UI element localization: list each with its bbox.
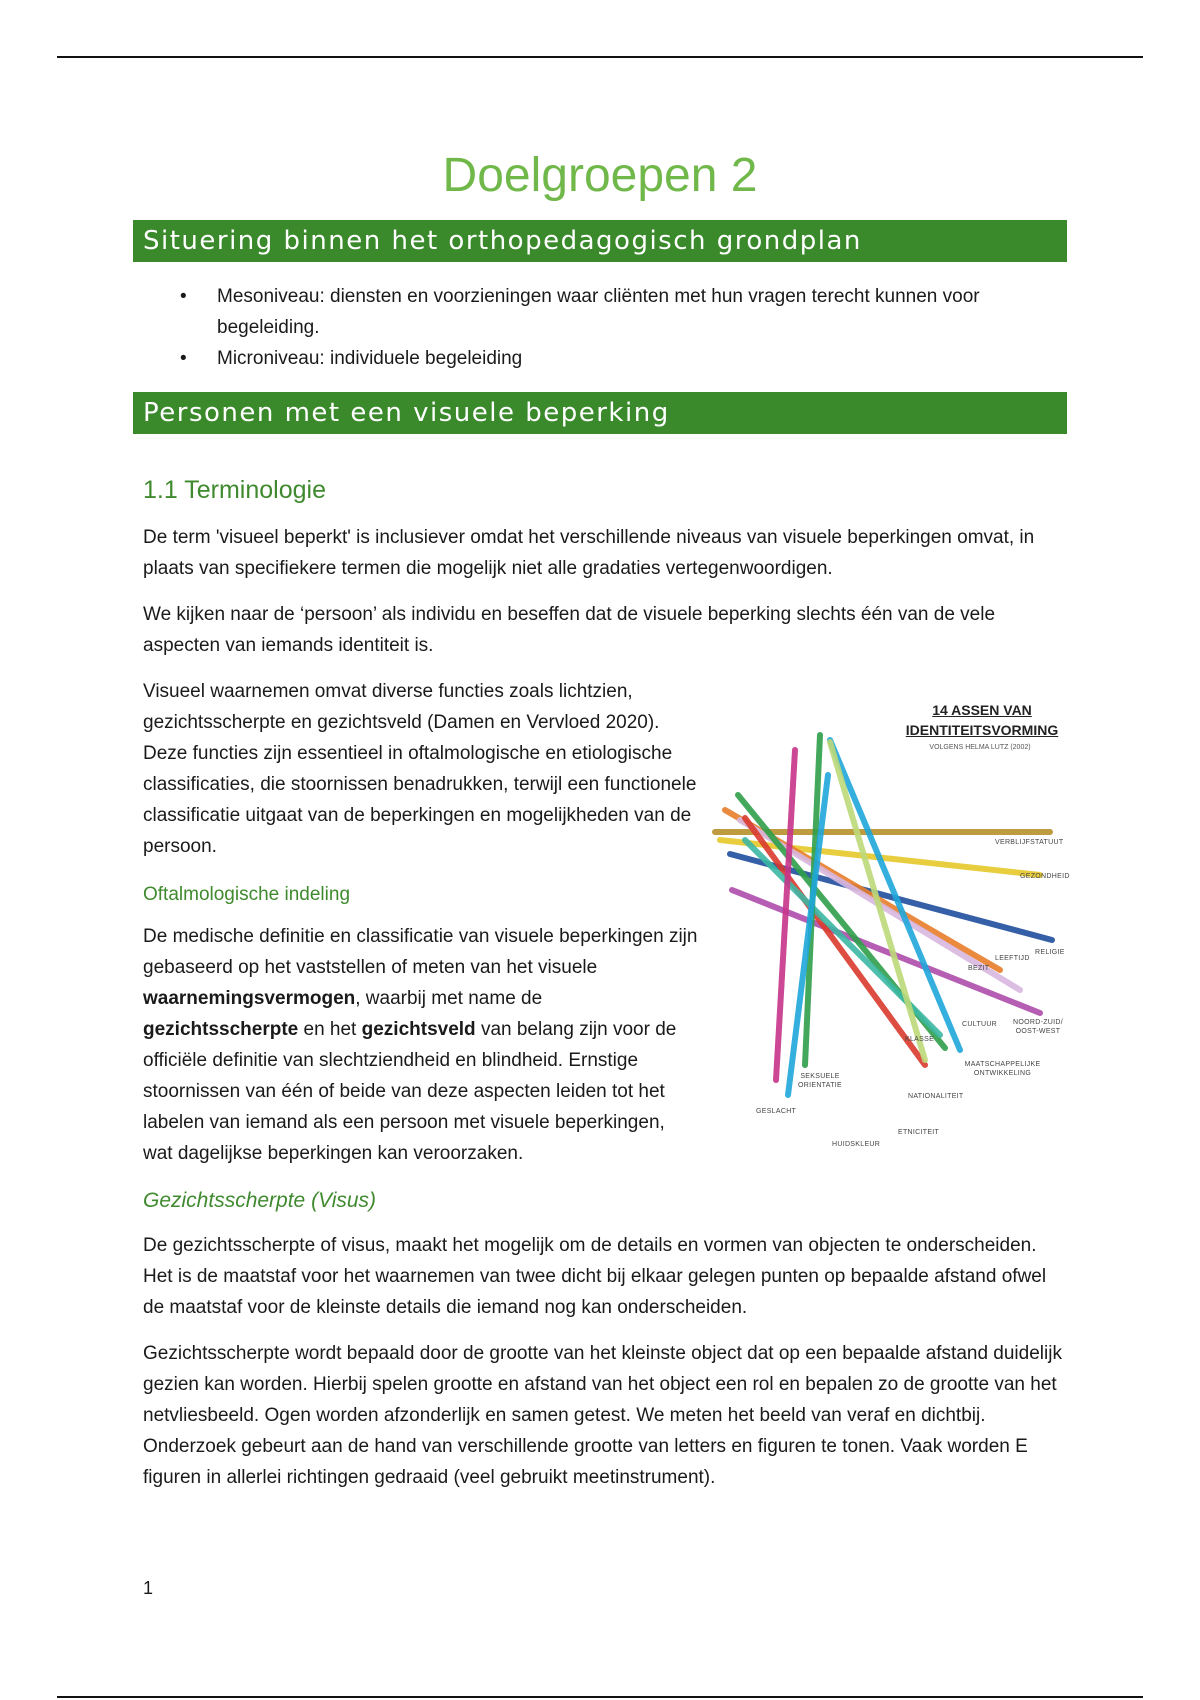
figure-subtitle: VOLGENS HELMA LUTZ (2002): [929, 744, 1031, 751]
p4-text-c: , waarbij met name de: [355, 988, 543, 1009]
label-religie: RELIGIE: [1035, 949, 1065, 956]
p4-bold-gezichtsveld: gezichtsveld: [361, 1019, 476, 1040]
page-number: 1: [143, 1578, 154, 1598]
label-cultuur: CULTUUR: [962, 1021, 998, 1028]
label-huidskleur: HUIDSKLEUR: [832, 1141, 881, 1148]
axis-line: [830, 740, 960, 1050]
top-rule: [57, 56, 1143, 58]
label-leeftijd: LEEFTIJD: [995, 955, 1030, 962]
figure-title-line1: 14 ASSEN VAN: [932, 702, 1032, 718]
p4-bold-waarnemingsvermogen: waarnemingsvermogen: [143, 988, 356, 1009]
paragraph-1: De term 'visueel beperkt' is inclusiever omdat het verschillende niveaus van visuele beperkingen omvat, in plaats van specifiekere termen die mogelijk niet alle gradaties vertegenwoordigen.: [143, 527, 1035, 579]
paragraph-3: Visueel waarnemen omvat diverse functies zoals lichtzien, gezichtsscherpte en gezichtsveld (Damen en Vervloed 2020). Deze functies zijn essentieel in oftalmologische en etiologische classificaties, die stoornissen benadrukken, terwijl een functionele classificatie uitgaat van de beperkingen en mogelijkheden van de persoon.: [143, 681, 697, 857]
p4-text-a: De medische definitie en classificatie van visuele beperkingen zijn gebaseerd op het vaststellen of meten van het visuele: [143, 926, 698, 978]
subsection-heading-terminologie: 1.1 Terminologie: [143, 476, 326, 504]
paragraph-5: De gezichtsscherpte of visus, maakt het mogelijk om de details en vormen van objecten te onderscheiden. Het is de maatstaf voor het waarnemen van twee dicht bij elkaar gelegen punten op bepaalde afstand ofwel de maatstaf voor de kleinste details die iemand nog kan onderscheiden.: [143, 1235, 1047, 1318]
label-gezondheid: GEZONDHEID: [1020, 873, 1070, 880]
axes-lines: [700, 690, 1130, 1160]
bullet-text: Mesoniveau: diensten en voorzieningen waar cliënten met hun vragen terecht kunnen voor begeleiding.: [217, 286, 980, 338]
heading-oftalmologische-indeling: Oftalmologische indeling: [143, 884, 351, 905]
paragraph-2: We kijken naar de ‘persoon’ als individu en beseffen dat de visuele beperking slechts één van de vele aspecten van iemands identiteit is.: [143, 604, 996, 656]
label-geslacht: GESLACHT: [756, 1108, 797, 1115]
section-heading-grondplan: Situering binnen het orthopedagogisch grondplan: [133, 220, 1067, 262]
figure-title-line2: IDENTITEITSVORMING: [905, 722, 1059, 738]
label-klasse: KLASSE: [905, 1036, 935, 1043]
label-nationaliteit: NATIONALITEIT: [908, 1093, 964, 1100]
bullet-list: [160, 281, 1060, 374]
label-bezit: BEZIT: [968, 965, 990, 972]
page-title: Doelgroepen 2: [442, 149, 758, 202]
paragraph-6: Gezichtsscherpte wordt bepaald door de grootte van het kleinste object dat op een bepaalde afstand duidelijk gezien kan worden. Hierbij spelen grootte en afstand van het object een rol en bepalen zo de grootte van het netvliesbeeld. Ogen worden afzonderlijk en samen getest. We meten het beeld van veraf en dichtbij. Onderzoek gebeurt aan de hand van verschillende grootte van letters en figuren te tonen. Vaak worden E figuren in allerlei richtingen gedraaid (veel gebruikt meetinstrument).: [143, 1343, 1062, 1488]
label-verblijfstatuut: VERBLIJFSTATUUT: [995, 839, 1064, 846]
paragraph-4: [143, 921, 698, 1169]
p4-text-d: en het: [298, 1019, 362, 1040]
bullet-icon: •: [180, 286, 187, 307]
p4-bold-gezichtsscherpte: gezichtsscherpte: [143, 1019, 299, 1040]
bullet-text: Microniveau: individuele begeleiding: [217, 348, 523, 369]
heading-gezichtsscherpte: Gezichtsscherpte (Visus): [143, 1189, 377, 1212]
label-seksuele-orientatie: SEKSUELE ORIENTATIE: [798, 1073, 842, 1089]
label-etniciteit: ETNICITEIT: [898, 1129, 940, 1136]
list-item: [160, 343, 1060, 374]
p4-text-e: van belang zijn voor de officiële definitie van slechtziendheid en blindheid. Ernstige stoornissen van één of beide van deze aspecten leiden tot het labelen van iemand als een persoon met visuele beperkingen, wat dagelijkse beperkingen kan veroorzaken.: [143, 1019, 677, 1164]
list-item: [160, 281, 1060, 343]
label-maatschappelijke-ontwikkeling: MAATSCHAPPELIJKE ONTWIKKELING: [964, 1061, 1041, 1077]
bullet-icon: •: [180, 348, 187, 369]
label-noord-zuid: NOORD-ZUID/ OOST-WEST: [1013, 1019, 1063, 1035]
section-heading-visuele-beperking: Personen met een visuele beperking: [133, 392, 1067, 434]
bottom-rule: [57, 1696, 1143, 1698]
